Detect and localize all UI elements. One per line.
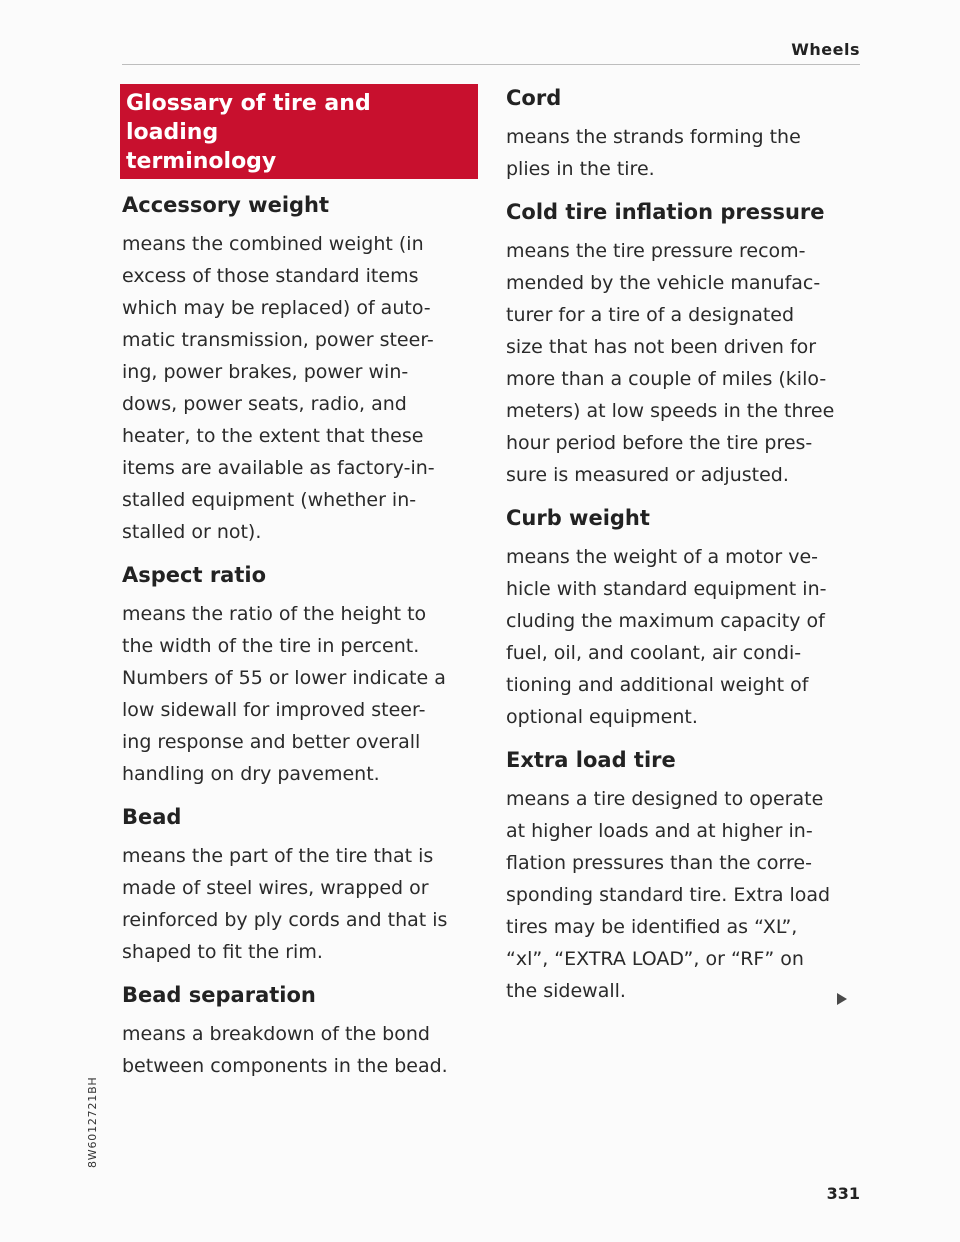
document-code: 8W6012721BH <box>86 1076 99 1168</box>
definition-line: turer for a tire of a designated <box>506 304 795 326</box>
definition-line: tioning and additional weight of <box>506 674 809 696</box>
definition-line: Numbers of 55 or lower indicate a <box>122 667 446 689</box>
definition-line: sure is measured or adjusted. <box>506 464 789 486</box>
definition-line: heater, to the extent that these <box>122 425 424 447</box>
definition-line: at higher loads and at higher in- <box>506 820 813 842</box>
definition-line: meters) at low speeds in the three <box>506 400 835 422</box>
definition-line: stalled equipment (whether in- <box>122 489 417 511</box>
term-cord: Cord <box>506 86 562 110</box>
glossary-heading-line: Glossary of tire and loading <box>126 91 371 145</box>
definition-line: items are available as factory-in- <box>122 457 435 479</box>
definition-line: flation pressures than the corre- <box>506 852 812 874</box>
definition-line: hour period before the tire pres- <box>506 432 813 454</box>
term-curb-weight: Curb weight <box>506 506 650 530</box>
definition-line: shaped to fit the rim. <box>122 941 323 963</box>
definition-line: ing response and better overall <box>122 731 421 753</box>
left-column <box>122 84 478 1095</box>
definition-line: between components in the bead. <box>122 1055 448 1077</box>
definition-cord <box>506 121 864 185</box>
page-number: 331 <box>826 1184 860 1203</box>
definition-line: excess of those standard items <box>122 265 419 287</box>
term-bead: Bead <box>122 805 182 829</box>
definition-line: sponding standard tire. Extra load <box>506 884 831 906</box>
definition-curb-weight <box>506 541 864 733</box>
definition-line: “xl”, “EXTRA LOAD”, or “RF” on <box>506 948 804 970</box>
definition-line: means the strands forming the <box>506 126 801 148</box>
definition-line: cluding the maximum capacity of <box>506 610 825 632</box>
definition-line: tires may be identified as “XL”, <box>506 916 798 938</box>
definition-line: means a breakdown of the bond <box>122 1023 430 1045</box>
glossary-heading-line: terminology <box>126 149 277 174</box>
definition-line: made of steel wires, wrapped or <box>122 877 429 899</box>
definition-bead-separation <box>122 1018 478 1082</box>
term-cold-tire-inflation-pressure: Cold tire inflation pressure <box>506 200 825 224</box>
definition-line: size that has not been driven for <box>506 336 817 358</box>
definition-line: plies in the tire. <box>506 158 655 180</box>
term-extra-load-tire: Extra load tire <box>506 748 676 772</box>
definition-line: fuel, oil, and coolant, air condi- <box>506 642 802 664</box>
continue-arrow-icon <box>837 993 847 1005</box>
definition-line: matic transmission, power steer- <box>122 329 434 351</box>
definition-line: means the tire pressure recom- <box>506 240 806 262</box>
definition-line: the width of the tire in percent. <box>122 635 420 657</box>
definition-line: low sidewall for improved steer- <box>122 699 426 721</box>
term-aspect-ratio: Aspect ratio <box>122 563 267 587</box>
definition-line: more than a couple of miles (kilo- <box>506 368 827 390</box>
header-rule <box>122 64 860 65</box>
definition-line: means the part of the tire that is <box>122 845 434 867</box>
running-header: Wheels <box>791 40 860 59</box>
definition-extra-load-tire <box>506 783 864 1007</box>
definition-line: means the combined weight (in <box>122 233 424 255</box>
definition-line: handling on dry pavement. <box>122 763 380 785</box>
term-accessory-weight: Accessory weight <box>122 193 330 217</box>
definition-aspect-ratio <box>122 598 478 790</box>
definition-line: stalled or not). <box>122 521 262 543</box>
definition-line: means the weight of a motor ve- <box>506 546 819 568</box>
definition-bead <box>122 840 478 968</box>
definition-line: means a tire designed to operate <box>506 788 824 810</box>
definition-line: the sidewall. <box>506 980 626 1002</box>
definition-line: mended by the vehicle manufac- <box>506 272 821 294</box>
definition-line: dows, power seats, radio, and <box>122 393 407 415</box>
definition-accessory-weight <box>122 228 478 548</box>
definition-line: hicle with standard equipment in- <box>506 578 827 600</box>
definition-line: reinforced by ply cords and that is <box>122 909 448 931</box>
definition-line: means the ratio of the height to <box>122 603 427 625</box>
definition-line: optional equipment. <box>506 706 698 728</box>
definition-line: ing, power brakes, power win- <box>122 361 409 383</box>
right-column <box>506 84 864 1020</box>
term-bead-separation: Bead separation <box>122 983 316 1007</box>
definition-cold-tire-inflation-pressure <box>506 235 864 491</box>
glossary-heading-banner <box>120 84 478 179</box>
definition-line: which may be replaced) of auto- <box>122 297 431 319</box>
